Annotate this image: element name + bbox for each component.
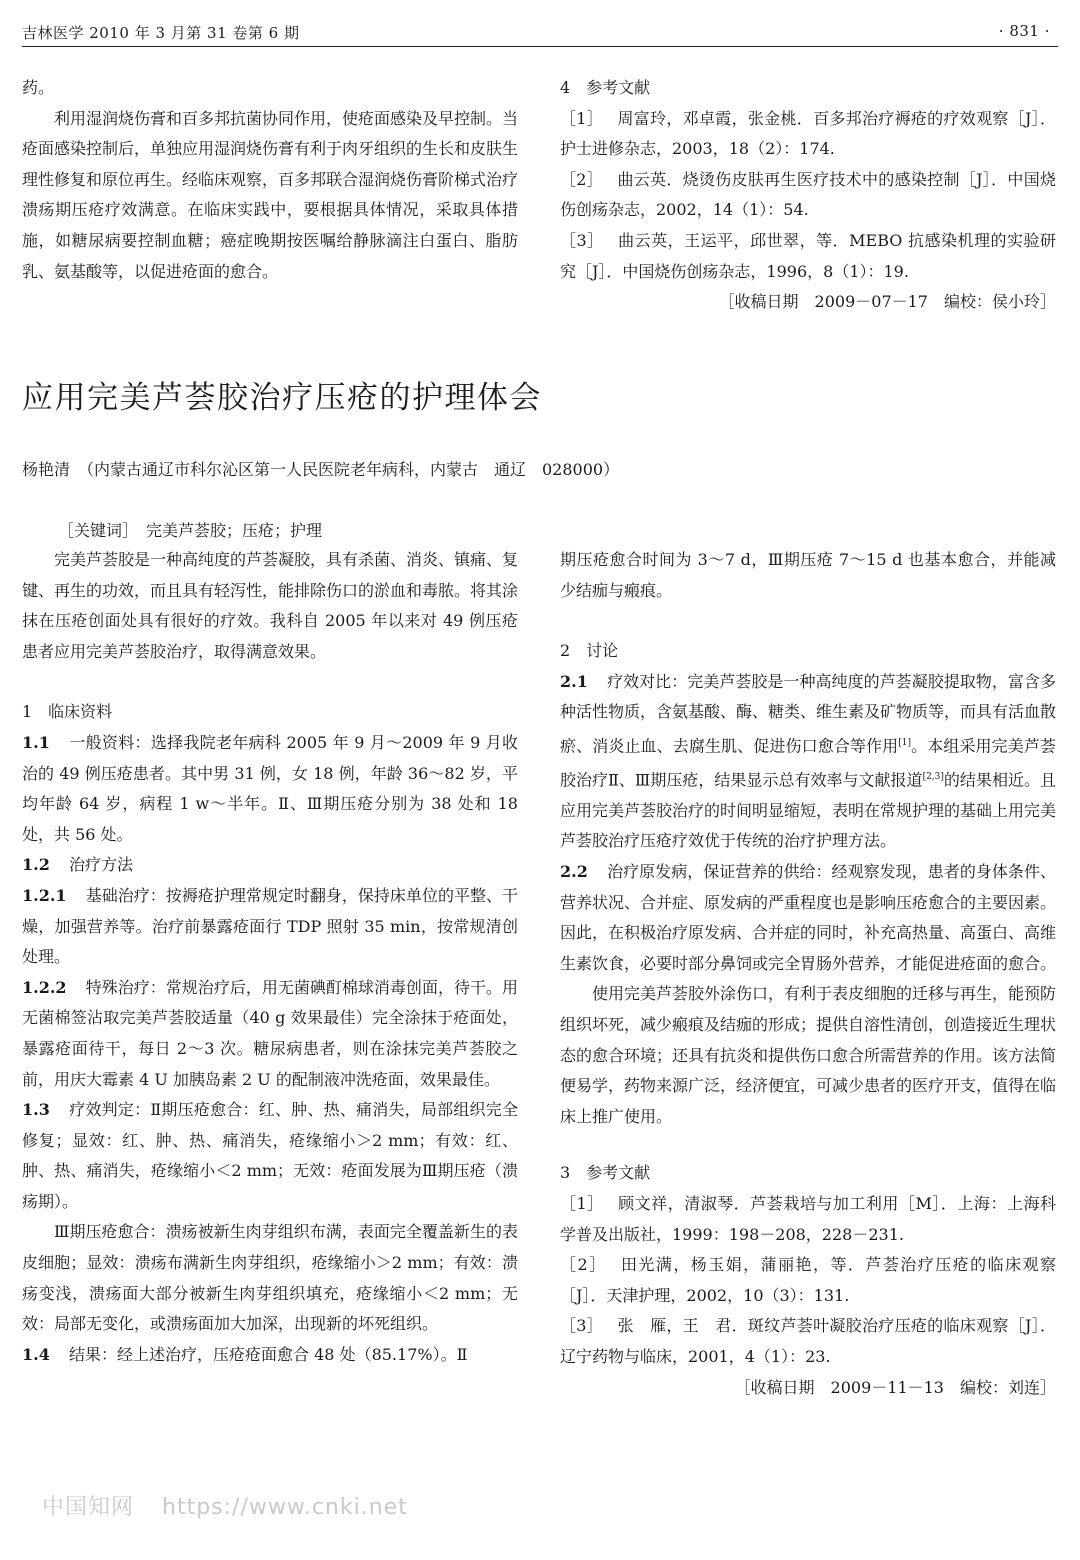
- article-author: 杨艳清 （内蒙古通辽市科尔沁区第一人民医院老年病科，内蒙古 通辽 028000）: [22, 460, 620, 479]
- section-text: 。本组采用完美芦荟胶治疗Ⅱ、Ⅲ期压疮，结果显示总有效率与文献报道: [560, 736, 1056, 790]
- ref-text: 曲云英，王运平，邱世翠，等．MEBO 抗感染机理的实验研究［J］．中国烧伤创疡杂志，1996，8（1）：19.: [560, 230, 1056, 281]
- section-3-heading: 3 参考文献: [560, 1163, 651, 1183]
- journal-header: 吉林医学 2010 年 3 月第 31 卷第 6 期: [22, 24, 300, 42]
- section-1-3: [22, 1095, 518, 1217]
- article-title: 应用完美芦荟胶治疗压疮的护理体会: [22, 380, 542, 416]
- section-1-2: [22, 850, 518, 881]
- results-continued: 期压疮愈合时间为 3～7 d，Ⅲ期压疮 7～15 d 也基本愈合，并能减少结痂与瘢痕。: [560, 550, 1056, 600]
- prev-article-left-column: [22, 73, 518, 287]
- section-text: 特殊治疗：常规治疗后，用无菌碘酊棉球消毒创面，待干。用无菌棉签沾取完美芦荟胶适量（40 g 效果最佳）完全涂抹于疮面处，暴露疮面待干，每日 2～3 次。糖尿病患者，则在涂抹完美芦荟胶之前，用庆大霉素 4 U 加胰岛素 2 U 的配制液冲洗疮面，效果最佳。: [22, 977, 518, 1089]
- ref-item: [560, 1311, 1056, 1372]
- section-text: 治疗原发病，保证营养的供给：经观察发现，患者的身体条件、营养状况、合并症、原发病的严重程度也是影响压疮愈合的主要因素。因此，在积极治疗原发病、合并症的同时，补充高热量、高蛋白、高维生素饮食，必要时部分鼻饲或完全胃肠外营养，才能促进疮面的愈合。: [560, 862, 1057, 973]
- prev-refs-heading: 4 参考文献: [560, 78, 651, 97]
- section-text: 疗效判定：Ⅱ期压疮愈合：红、肿、热、痛消失，局部组织完全修复；显效：红、肿、热、痛消失，疮缘缩小＞2 mm；有效：红、肿、热、痛消失，疮缘缩小＜2 mm；无效：疮面发展为Ⅲ期压疮（溃疡期）。: [22, 1100, 518, 1211]
- cnki-watermark: [42, 1490, 408, 1521]
- ref-text: 张 雁，王 君．斑纹芦荟叶凝胶治疗压疮的临床观察［J］．辽宁药物与临床，2001，4（1）：23.: [560, 1316, 1056, 1366]
- ref-label: ［3］: [560, 230, 604, 250]
- ref-item: [560, 1250, 1056, 1311]
- ref-label: ［3］: [560, 1316, 604, 1336]
- section-number: 2.1: [560, 671, 588, 691]
- ref-label: ［2］: [560, 1255, 607, 1275]
- prev-paragraph: 利用湿润烧伤膏和百多邦抗菌协同作用，使疮面感染及早控制。当疮面感染控制后，单独应用湿润烧伤膏有利于肉牙组织的生长和皮肤生理性修复和原位再生。经临床观察，百多邦联合湿润烧伤膏阶梯式治疗溃疡期压疮疗效满意。在临床实践中，要根据具体情况，采取具体措施，如糖尿病要控制血糖；癌症晚期按医嘱给静脉滴注白蛋白、脂肪乳、氨基酸等，以促进疮面的愈合。: [22, 108, 519, 281]
- section-1-1: [22, 728, 518, 850]
- section-2-2-continued: 使用完美芦荟胶外涂伤口，有利于表皮细胞的迁移与再生，能预防组织坏死，减少瘢痕及结痂的形成；提供自溶性清创，创造接近生理状态的愈合环境；还具有抗炎和提供伤口愈合所需营养的作用。该方法简便易学，药物来源广泛，经济便宜，可减少患者的医疗开支，值得在临床上推广使用。: [560, 984, 1057, 1126]
- prev-ref-item: [560, 165, 1056, 226]
- ref-text: 周富玲，邓卓霞，张金桃．百多邦治疗褥疮的疗效观察［J］．护士进修杂志，2003，18（2）：174.: [560, 108, 1056, 159]
- ref-label: ［1］: [560, 108, 604, 128]
- prev-ref-item: [560, 104, 1056, 165]
- section-2-heading: 2 讨论: [560, 641, 619, 661]
- article-keywords: ［关键词］ 完美芦荟胶；压疮；护理: [58, 521, 323, 540]
- ref-label: ［2］: [560, 169, 604, 189]
- section-text: 的结果相近。且应用完美芦荟胶治疗的时间明显缩短，表明在常规护理的基础上用完美芦荟胶治疗压疮疗效优于传统的治疗护理方法。: [560, 770, 1057, 851]
- section-number: 1.2.1: [22, 885, 67, 905]
- watermark-url: https://www.cnki.net: [162, 1495, 408, 1520]
- header-divider: [22, 46, 1058, 47]
- prev-article-references: [560, 73, 1056, 318]
- article-right-column: [560, 545, 1056, 1403]
- ref-label: ［1］: [560, 1193, 604, 1213]
- section-number: 1.2: [22, 855, 50, 875]
- page-number: · 831 ·: [998, 22, 1050, 40]
- section-text: 疗效对比：完美芦荟胶是一种高纯度的芦荟凝胶提取物，富含多种活性物质，含氨基酸、酶、糖类、维生素及矿物质等，而具有活血散瘀、消炎止血、去腐生肌、促进伤口愈合等作用: [560, 671, 1057, 756]
- section-1-2-1: [22, 881, 518, 973]
- ref-text: 顾文祥，清淑琴．芦荟栽培与加工利用［M］．上海：上海科学普及出版社，1999：198－208，228－231.: [560, 1193, 1057, 1244]
- ref-item: [560, 1189, 1056, 1250]
- section-1-2-2: [22, 973, 518, 1095]
- citation-1: [1]: [898, 737, 912, 748]
- section-text: 治疗方法: [69, 855, 134, 875]
- section-2-2: [560, 857, 1056, 979]
- section-text: 结果：经上述治疗，压疮疮面愈合 48 处（85.17%）。Ⅱ: [69, 1344, 468, 1364]
- section-2-1: [560, 667, 1056, 857]
- section-number: 1.1: [22, 732, 50, 752]
- watermark-brand: 中国知网: [42, 1495, 135, 1520]
- intro-paragraph: 完美芦荟胶是一种高纯度的芦荟凝胶，具有杀菌、消炎、镇痛、复键、再生的功效，而且具有轻泻性，能排除伤口的淤血和毒脓。将其涂抹在压疮创面处具有很好的疗效。我科自 2005 年以来对 49 例压疮患者应用完美芦荟胶治疗，取得满意效果。: [22, 550, 519, 661]
- section-1-4: [22, 1340, 518, 1371]
- ref-text: 曲云英．烧烫伤皮肤再生医疗技术中的感染控制［J］．中国烧伤创疡杂志，2002，14（1）：54.: [560, 169, 1056, 220]
- section-text: 基础治疗：按褥疮护理常规定时翻身，保持床单位的平整、干燥，加强营养等。治疗前暴露疮面行 TDP 照射 35 min，按常规清创处理。: [22, 885, 518, 967]
- prev-paragraph: 药。: [22, 78, 55, 97]
- prev-ref-item: [560, 226, 1056, 287]
- section-number: 1.4: [22, 1344, 50, 1364]
- received-date: ［收稿日期 2009－11－13 编校：刘连］: [734, 1377, 1056, 1397]
- article-left-column: [22, 545, 518, 1370]
- section-number: 1.2.2: [22, 977, 67, 997]
- citation-2-3: [2,3]: [922, 771, 944, 782]
- section-1-3-continued: Ⅲ期压疮愈合：溃疡被新生肉芽组织布满，表面完全覆盖新生的表皮细胞；显效：溃疡布满新生肉芽组织，疮缘缩小＞2 mm；有效：溃疡变浅，溃疡面大部分被新生肉芽组织填充，疮缘缩小＜2 mm；无效：局部无变化，或溃疡面加大加深，出现新的坏死组织。: [22, 1222, 518, 1334]
- ref-text: 田光满，杨玉娟，蒲丽艳，等．芦荟治疗压疮的临床观察［J］．天津护理，2002，10（3）：131.: [560, 1255, 1056, 1305]
- section-number: 1.3: [22, 1100, 50, 1120]
- section-1-heading: 1 临床资料: [22, 702, 113, 722]
- section-text: 一般资料：选择我院老年病科 2005 年 9 月～2009 年 9 月收治的 49 例压疮患者。其中男 31 例，女 18 例，年龄 36～82 岁，平均年龄 64 岁，病程 1 w～半年。Ⅱ、Ⅲ期压疮分别为 38 处和 18 处，共 56 处。: [22, 732, 518, 844]
- prev-received-date: ［收稿日期 2009－07－17 编校：侯小玲］: [718, 292, 1056, 312]
- section-number: 2.2: [560, 862, 588, 881]
